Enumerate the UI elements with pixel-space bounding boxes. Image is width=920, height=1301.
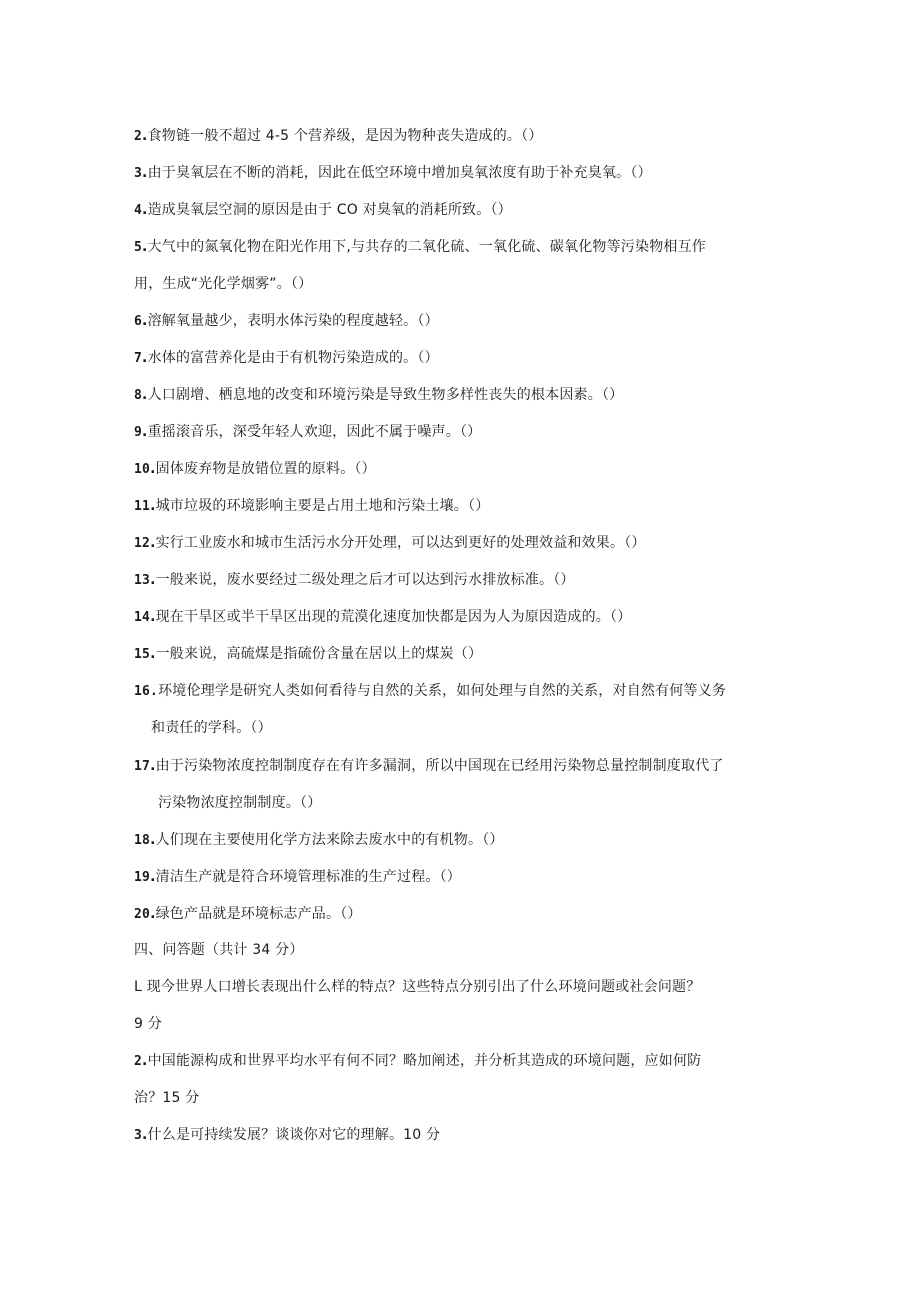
item-number: 16. [134, 684, 159, 699]
question-item-20 [134, 904, 362, 925]
item-number: 12 [134, 536, 151, 551]
question-item-17 [134, 756, 724, 777]
item-number: 19 [134, 870, 151, 885]
item-separator: . [142, 387, 148, 403]
question-item-5-continued [134, 274, 312, 294]
item-number: 6 [134, 314, 143, 329]
item-text: L 现今世界人口增长表现出什么样的特点？这些特点分别引出了什么环境问题或社会问题？ [134, 979, 701, 995]
item-number: 20 [134, 907, 151, 922]
item-text: 9 分 [134, 1016, 162, 1032]
essay-question-2 [134, 1051, 701, 1072]
item-text: 环境伦理学是研究人类如何看待与自然的关系，如何处理与自然的关系，对自然有何等义务 [158, 683, 727, 699]
essay-question-1 [134, 977, 700, 997]
question-item-13 [134, 570, 575, 591]
item-text: 中国能源构成和世界平均水平有何不同？略加阐述，并分析其造成的环境问题，应如何防 [147, 1053, 702, 1069]
item-separator: . [150, 572, 156, 588]
question-item-11 [134, 496, 489, 517]
item-text: 现在干旱区或半干旱区出现的荒漠化速度加快都是因为人为原因造成的。（） [155, 609, 632, 625]
essay-question-3 [134, 1125, 440, 1146]
question-item-2 [134, 126, 543, 147]
item-text: 一般来说，高硫煤是指硫份含量在居以上的煤炭（） [155, 646, 483, 662]
question-item-14 [134, 607, 631, 628]
item-separator: . [142, 202, 148, 218]
item-text: 实行工业废水和城市生活污水分开处理，可以达到更好的处理效益和效果。（） [155, 535, 646, 551]
item-number: 3 [134, 166, 143, 181]
item-text: 溶解氧量越少，表明水体污染的程度越轻。（） [147, 313, 439, 329]
item-text: 由于臭氧层在不断的消耗，因此在低空环境中增加臭氧浓度有助于补充臭氧。（） [147, 165, 652, 181]
item-separator: . [142, 1127, 148, 1143]
item-separator: . [150, 646, 156, 662]
item-number: 2 [134, 129, 143, 144]
question-item-15 [134, 644, 482, 665]
item-text: 人口剧增、栖息地的改变和环境污染是导致生物多样性丧失的根本因素。（） [147, 387, 624, 403]
item-separator: . [150, 535, 156, 551]
question-item-3 [134, 163, 652, 184]
item-text: 用，生成“光化学烟雾”。（） [134, 276, 313, 292]
item-separator: . [150, 609, 156, 625]
item-text: 污染物浓度控制制度。（） [158, 795, 322, 811]
item-number: 8 [134, 388, 143, 403]
item-number: 3 [134, 1128, 143, 1143]
item-number: 4 [134, 203, 143, 218]
section-heading-text: 四、问答题（共计 34 分） [134, 942, 304, 958]
question-item-12 [134, 533, 646, 554]
item-text: 城市垃圾的环境影响主要是占用土地和污染土壤。（） [155, 498, 490, 514]
item-separator: . [150, 869, 156, 885]
item-text: 造成臭氧层空洞的原因是由于 CO 对臭氧的消耗所致。（） [147, 202, 512, 218]
item-separator: . [142, 424, 148, 440]
question-item-9 [134, 422, 481, 443]
question-item-19 [134, 867, 461, 888]
question-item-18 [134, 830, 504, 851]
item-text: 绿色产品就是环境标志产品。（） [155, 906, 362, 922]
question-item-16-continued [151, 718, 272, 738]
item-separator: . [142, 313, 148, 329]
item-text: 和责任的学科。（） [151, 720, 272, 736]
question-item-8 [134, 385, 623, 406]
item-separator: . [150, 832, 156, 848]
item-number: 15 [134, 647, 151, 662]
item-number: 17 [134, 759, 151, 774]
question-item-16 [134, 681, 726, 702]
question-item-17-continued [158, 793, 321, 813]
question-item-5 [134, 237, 706, 258]
item-separator: . [150, 758, 156, 774]
item-text: 治？15 分 [134, 1090, 200, 1106]
item-text: 由于污染物浓度控制制度存在有许多漏洞，所以中国现在已经用污染物总量控制制度取代了 [155, 758, 724, 774]
question-item-7 [134, 348, 439, 369]
item-text: 重摇滚音乐，深受年轻人欢迎，因此不属于噪声。（） [147, 424, 482, 440]
question-item-4 [134, 200, 512, 221]
item-text: 什么是可持续发展？谈谈你对它的理解。10 分 [147, 1127, 441, 1143]
item-separator: . [150, 498, 156, 514]
item-separator: . [142, 165, 148, 181]
question-item-6 [134, 311, 439, 332]
item-number: 2 [134, 1054, 143, 1069]
item-number: 5 [134, 240, 143, 255]
item-text: 固体废弃物是放错位置的原料。（） [155, 461, 376, 477]
item-separator: . [142, 1053, 148, 1069]
item-text: 人们现在主要使用化学方法来除去废水中的有机物。（） [155, 832, 504, 848]
item-number: 9 [134, 425, 143, 440]
item-number: 18 [134, 833, 151, 848]
item-text: 清洁生产就是符合环境管理标准的生产过程。（） [155, 869, 461, 885]
item-number: 13 [134, 573, 151, 588]
item-text: 大气中的氮氧化物在阳光作用下,与共存的二氧化硫、一氧化硫、碳氧化物等污染物相互作 [147, 239, 707, 255]
item-text: 一般来说，废水要经过二级处理之后才可以达到污水排放标准。（） [155, 572, 575, 588]
item-number: 7 [134, 351, 143, 366]
item-separator: . [142, 128, 148, 144]
essay-question-1-points [134, 1014, 162, 1034]
question-item-10 [134, 459, 376, 480]
item-separator: . [150, 906, 156, 922]
item-separator: . [150, 461, 156, 477]
section-heading [134, 940, 304, 960]
essay-question-2-continued [134, 1088, 199, 1108]
item-separator: . [142, 239, 148, 255]
item-text: 水体的富营养化是由于有机物污染造成的。（） [147, 350, 439, 366]
item-number: 10 [134, 462, 151, 477]
item-text: 食物链一般不超过 4-5 个营养级，是因为物种丧失造成的。（） [147, 128, 543, 144]
item-separator: . [142, 350, 148, 366]
item-number: 14 [134, 610, 151, 625]
item-number: 11 [134, 499, 151, 514]
